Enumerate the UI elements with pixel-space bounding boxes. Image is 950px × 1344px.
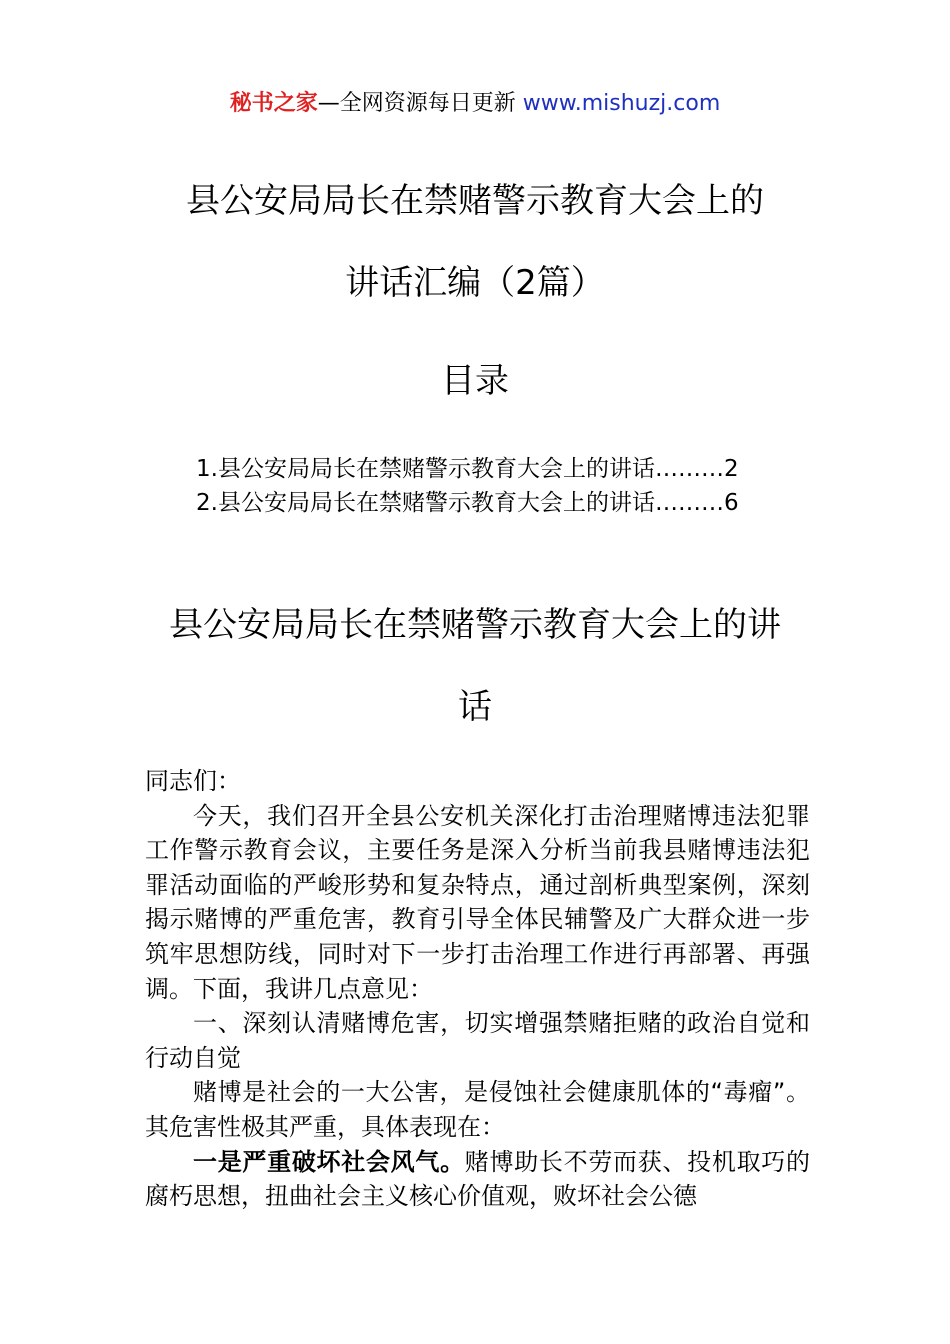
article-title-line1: 县公安局局长在禁赌警示教育大会上的讲 (169, 605, 781, 645)
toc-entry-2[interactable] (196, 486, 816, 520)
toc-entry-page: 2 (723, 456, 739, 482)
paragraph-3-lead: 一是严重破坏社会风气。 (193, 1147, 465, 1176)
table-of-contents (196, 452, 816, 520)
article-body (145, 764, 810, 1214)
toc-entry-1[interactable] (196, 452, 816, 486)
brand-name: 秘书之家 (229, 91, 318, 116)
toc-entry-dots: ……… (654, 456, 724, 482)
article-title-line2: 话 (458, 687, 492, 727)
site-url-link[interactable]: www.mishuzj.com (522, 91, 721, 116)
document-title (0, 178, 950, 306)
document-title-line1: 县公安局局长在禁赌警示教育大会上的 (186, 181, 764, 221)
toc-entry-label: 2.县公安局局长在禁赌警示教育大会上的讲话 (196, 490, 655, 516)
toc-entry-label: 1.县公安局局长在禁赌警示教育大会上的讲话 (196, 456, 655, 482)
toc-heading: 目录 (441, 361, 509, 401)
paragraph-3 (145, 1145, 810, 1214)
salutation: 同志们： (145, 767, 241, 795)
article-title (0, 602, 950, 730)
header-slogan: —全网资源每日更新 (317, 91, 523, 116)
toc-entry-dots: ……… (654, 490, 724, 516)
paragraph-2: 赌博是社会的一大公害，是侵蚀社会健康肌体的“毒瘤”。其危害性极其严重，具体表现在： (145, 1078, 810, 1141)
toc-entry-page: 6 (723, 490, 739, 516)
site-header (0, 88, 950, 120)
section-heading-1: 一、深刻认清赌博危害，切实增强禁赌拒赌的政治自觉和行动自觉 (145, 1009, 810, 1072)
document-title-line2: 讲话汇编（2篇） (345, 263, 605, 303)
paragraph-1: 今天，我们召开全县公安机关深化打击治理赌博违法犯罪工作警示教育会议，主要任务是深入分析当前我县赌博违法犯罪活动面临的严峻形势和复杂特点，通过剖析典型案例，深刻揭示赌博的严重危害，教育引导全体民辅警及广大群众进一步筑牢思想防线，同时对下一步打击治理工作进行再部署、再强调。下面，我讲几点意见： (145, 801, 810, 1003)
paragraph-3-text: 赌博助长不劳而获、投机取巧的腐朽思想，扭曲社会主义核心价值观，败坏社会公德 (145, 1147, 811, 1211)
